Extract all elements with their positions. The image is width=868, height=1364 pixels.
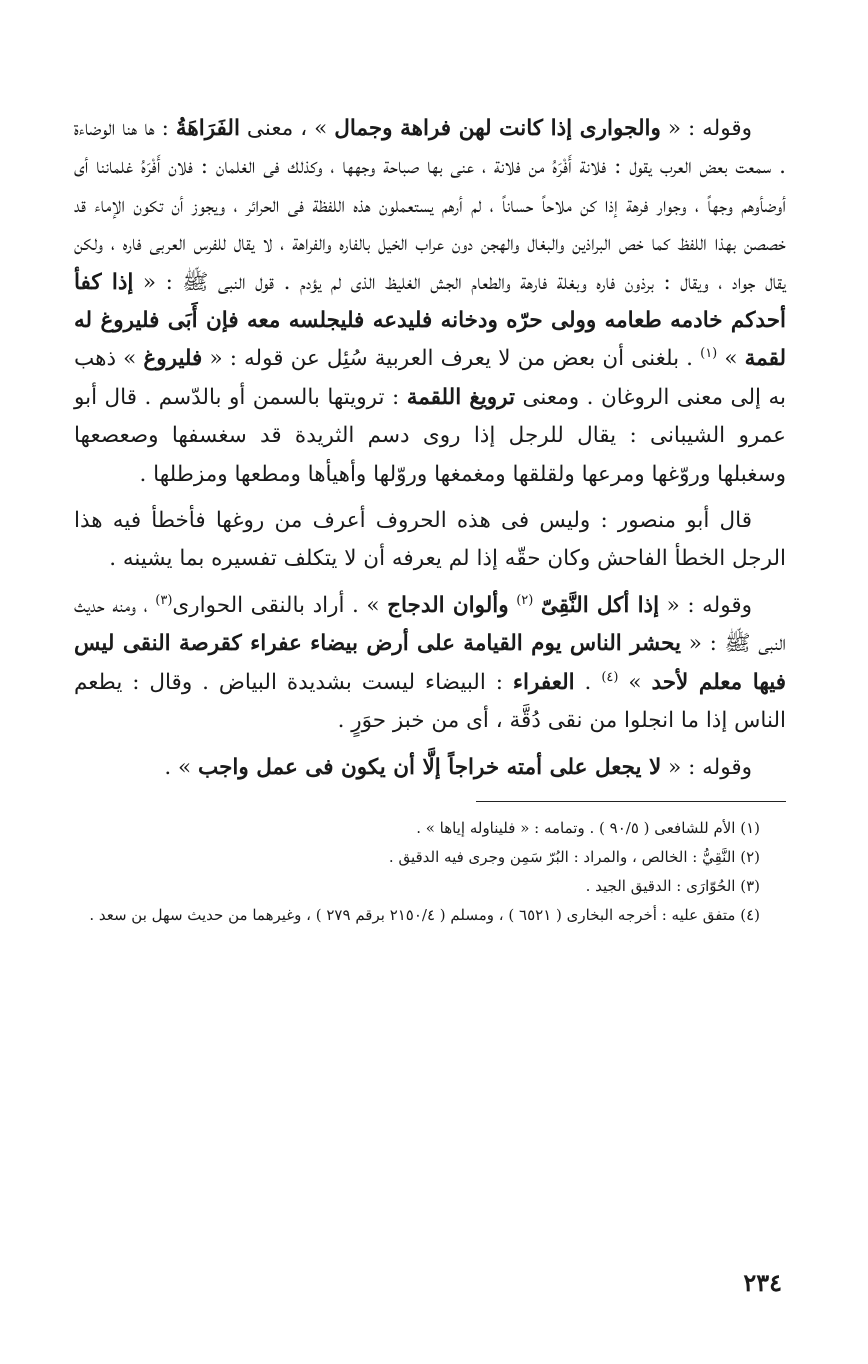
- text-run: [533, 593, 541, 618]
- emphasized-text: يحشر الناس يوم القيامة على أرض بيضاء عفراء كقرصة النقى ليس فيها معلم لأحد: [74, 631, 786, 695]
- emphasized-text: والجوارى إذا كانت لهن فراهة وجمال: [334, 116, 661, 141]
- footnote-reference: (٣): [155, 592, 173, 608]
- text-run: وقوله : «: [661, 754, 752, 780]
- footnote-separator: [476, 801, 786, 802]
- main-text: [74, 110, 786, 787]
- text-run: : البيضاء ليست بشديدة البياض . وقال : يطعم الناس إذا ما انجلوا من نقى دُقَّة ، أى من خبز حوَرٍ .: [74, 669, 786, 734]
- footnote: (٤) متفق عليه : أخرجه البخارى ( ٦٥٢١ ) ، ومسلم ( ٢١٥٠/٤ برقم ٢٧٩ ) ، وغيرهما من حديث سهل بن سعد .: [89, 905, 760, 924]
- paragraph: [74, 749, 786, 787]
- footnote-reference: (٢): [516, 592, 534, 608]
- page-number: ٢٣٤: [743, 1268, 782, 1297]
- text-run: »: [717, 346, 745, 372]
- text-run: : ها هنا الوضاءة . سمعت بعض العرب يقول : فلانة أَفْرَهُ من فلانة ، عنى بها صباحة وجهها ، وكذلك فى الغلمان : فلان أَفْرَهُ غلماننا أى أوضأوهم وجهاً ، وجوار فرهة إذا كن ملاحاً حساناً ، لم أرهم يستعملون هذه اللفظة فى الحرائر ، ويجوز أن تكون الإماء قد خصصن بهذا اللفظ كما خص البراذين والبغال والهجن دون عراب الخيل بالفاره والفراهة ، لا يقال للفرس العربى فاره ، ولكن يقال جواد ، ويقال : برذون فاره وبغلة فارهة والطعام الجش الغليظ الذى لم يؤدم . قول النبى ﷺ : «: [74, 116, 786, 295]
- paragraph: [74, 110, 786, 494]
- emphasized-text: فليروغ: [143, 346, 203, 372]
- text-run: » ذهب به إلى معنى الروغان . ومعنى: [74, 346, 786, 410]
- text-run: .: [574, 669, 602, 695]
- text-run: » ، معنى: [239, 116, 335, 141]
- text-run: وقوله : «: [659, 592, 752, 618]
- footnote: (٣) الحُوّارَى : الدقيق الجيد .: [585, 876, 760, 895]
- emphasized-text: إذا كفأ أحدكم خادمه طعامه وولى حرّه ودخانه فليدعه فليجلسه معه فإن أَبَى فليروغ له لقمة: [74, 269, 786, 372]
- emphasized-text: إذا أكل النَّقِىّ: [540, 592, 660, 618]
- footnotes: [74, 816, 786, 928]
- emphasized-text: العفراء: [512, 669, 575, 695]
- footnote: (٢) النَّقِيُّ : الخالص ، والمراد : البُرّ سَمِن وجرى فيه الدقيق .: [388, 847, 760, 866]
- text-run: وقوله : «: [660, 116, 752, 141]
- text-run: »: [618, 669, 652, 695]
- text-run: قال أبو منصور : وليس فى هذه الحروف أعرف من روغها فأخطأ فيه هذا الرجل الخطأ الفاحش وكان حقّه إذا لم يعرفه أن لا يتكلف تفسيره بما يشينه .: [74, 508, 786, 572]
- footnote-reference: (١): [700, 346, 718, 362]
- footnote-reference: (٤): [601, 669, 619, 685]
- emphasized-text: وألوان الدجاج: [387, 592, 509, 618]
- paragraph: [74, 587, 786, 741]
- emphasized-text: ترويغ اللقمة: [406, 384, 515, 410]
- paragraph: [74, 502, 786, 579]
- text-run: ، ومنه حديث النبى ﷺ : «: [74, 592, 786, 657]
- text-run: » . أراد بالنقى الحوارى: [172, 592, 388, 618]
- text-run: » .: [164, 754, 199, 780]
- text-run: . بلغنى أن بعض من لا يعرف العربية سُئِل عن قوله : «: [202, 346, 701, 372]
- emphasized-text: لا يجعل على أمته خراجاً إلَّا أن يكون فى عمل واجب: [198, 754, 662, 780]
- emphasized-text: الفَرَاهَةُ: [175, 116, 240, 141]
- footnote: (١) الأم للشافعى ( ٩٠/٥ ) . وتمامه : « فليناوله إياها » .: [416, 818, 760, 837]
- text-run: : ترويتها بالسمن أو بالدّسم . قال أبو عمرو الشيبانى : يقال للرجل إذا روى دسم الثريدة قد سغسفها وصعصعها وسغبلها وروّغها ومرعها ولقلقها ومغمغها وروّلها وأهيأها ومطعها ومزطلها .: [74, 384, 786, 487]
